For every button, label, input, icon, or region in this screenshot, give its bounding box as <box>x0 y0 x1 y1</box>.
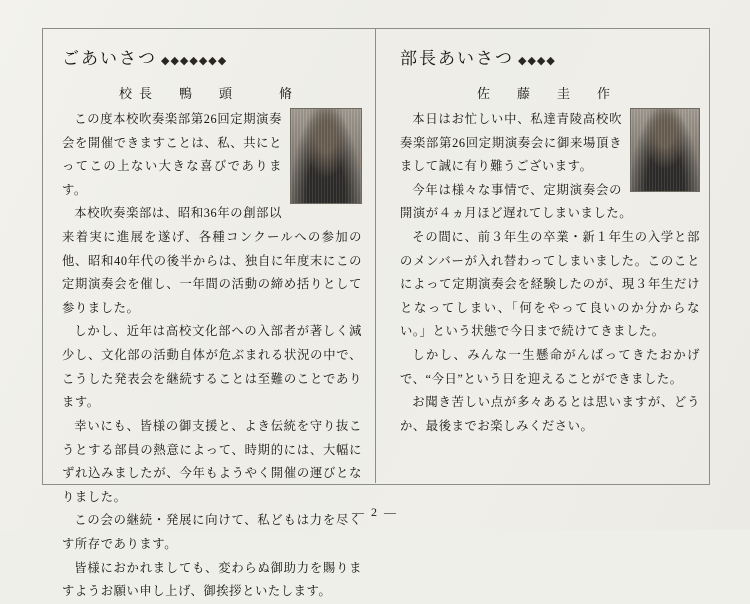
left-body-text <box>62 108 362 604</box>
right-paragraph: 今年は様々な事情で、定期演奏会の開演が４ヵ月ほど遅れてしまいました。 <box>400 182 633 221</box>
left-paragraph: 皆様におかれましても、変わらぬ御助力を賜りますようお願い申し上げ、御挨拶といたします。 <box>62 560 362 599</box>
right-paragraph: しかし、みんな一生懸命がんばってきたおかげで、“今日”という日を迎えることができました。 <box>400 348 700 386</box>
right-heading-dots: ◆◆◆◆ <box>518 55 556 67</box>
left-paragraph: この会の継続・発展に向けて、私どもは力を尽くす所存であります。 <box>62 513 362 551</box>
left-paragraph: 本校吹奏楽部は、昭和36年の創部以来着実に進展を遂げ、各種コンクールへの参加の他、昭和40年代の後半からは、独自に年度末にこの定期演奏会を催し、一年間の活動の締め括りとして参りました。 <box>62 206 362 315</box>
left-heading <box>62 44 362 69</box>
right-heading <box>400 44 700 69</box>
right-paragraph: 本日はお忙しい中、私達青陵高校吹奏楽部第26回定期演奏会に御来場頂きまして誠に有り難うございます。 <box>400 112 622 174</box>
left-paragraph: しかし、近年は高校文化部への入部者が著しく減少し、文化部の活動自体が危ぶまれる状況の中で、こうした発表会を継続することは至難のことであります。 <box>62 324 362 410</box>
right-body-text <box>400 108 700 439</box>
right-heading-text: 部長あいさつ <box>400 49 514 68</box>
principal-portrait-photo <box>290 108 362 204</box>
club-president-portrait-photo <box>630 108 700 192</box>
left-heading-dots: ◆◆◆◆◆◆◆ <box>161 55 228 67</box>
page-number: — 2 — <box>352 505 398 519</box>
right-paragraph: お聞き苦しい点が多々あるとは思いますが、どうか、最後までお楽しみください。 <box>400 395 700 433</box>
right-byline: 佐 藤 圭 作 <box>476 86 617 101</box>
right-article <box>400 44 700 439</box>
left-byline: 校長 鴨 頭 脩 <box>118 86 299 101</box>
left-paragraph: この度本校吹奏楽部第26回定期演奏会を開催できますことは、私、共にとってこの上ない大きな喜びであります。 <box>62 112 282 197</box>
left-paragraph: 幸いにも、皆様の御支援と、よき伝統を守り抜こうとする部員の熱意によって、時期的には、大幅にずれ込みましたが、今年もようやく開催の運びとなりました。 <box>62 418 362 504</box>
right-paragraph: その間に、前３年生の卒業・新１年生の入学と部のメンバーが入れ替わってしまいました。このことによって定期演奏会を経験したのが、現３年生だけとなってしまい、「何をやって良いのか分からない。」という状態で今日まで続けてきました。 <box>400 230 700 339</box>
column-divider <box>375 28 376 483</box>
left-heading-text: ごあいさつ <box>62 49 157 68</box>
